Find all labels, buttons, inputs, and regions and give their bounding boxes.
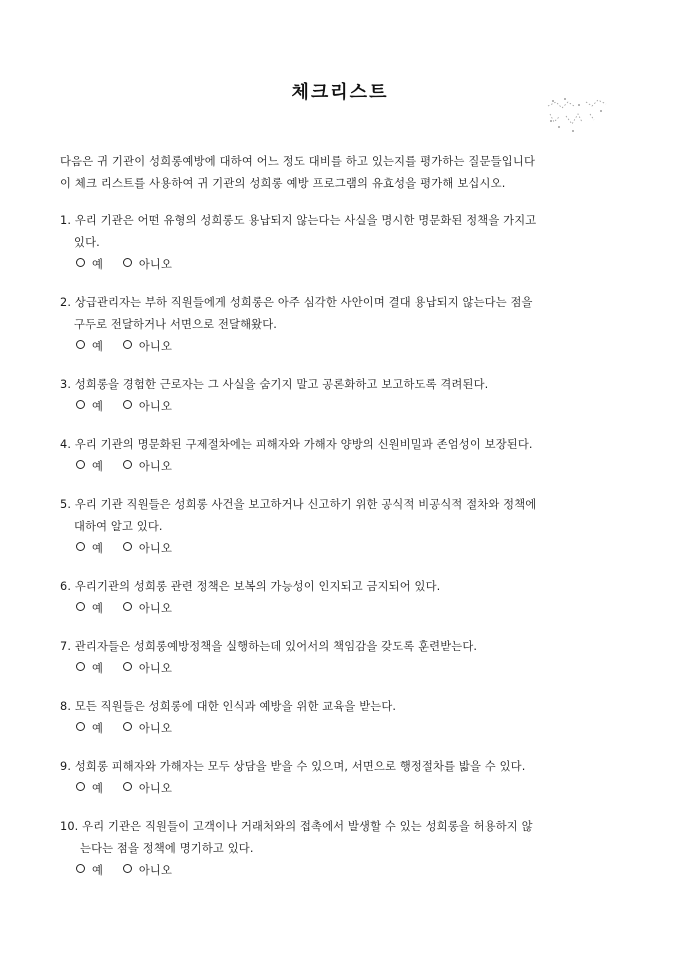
radio-circle-icon xyxy=(76,662,85,671)
question-6 xyxy=(60,576,640,620)
option-label: 예 xyxy=(92,400,104,413)
radio-circle-icon xyxy=(123,782,132,791)
option-label: 아니오 xyxy=(138,542,173,555)
radio-circle-icon xyxy=(76,400,85,409)
option-label: 아니오 xyxy=(138,722,173,735)
radio-circle-icon xyxy=(76,542,85,551)
option-no[interactable] xyxy=(123,860,172,882)
radio-circle-icon xyxy=(76,602,85,611)
option-label: 예 xyxy=(92,662,104,675)
question-1 xyxy=(60,210,640,276)
question-text: 3. 성희롱을 경험한 근로자는 그 사실을 숨기지 말고 공론화하고 보고하도록 격려된다. xyxy=(60,378,489,391)
option-yes[interactable] xyxy=(76,658,103,680)
question-text: 5. 우리 기관 직원들은 성희롱 사건을 보고하거나 신고하기 위한 공식적 비공식적 절차와 정책에 xyxy=(60,498,537,511)
option-no[interactable] xyxy=(123,336,172,358)
option-label: 예 xyxy=(92,722,104,735)
answer-options xyxy=(60,254,640,276)
intro-line: 다음은 귀 기관이 성희롱예방에 대하여 어느 정도 대비를 하고 있는지를 평가하는 질문들입니다 xyxy=(60,155,536,168)
question-2 xyxy=(60,292,640,358)
option-label: 예 xyxy=(92,602,104,615)
question-8 xyxy=(60,696,640,740)
question-10 xyxy=(60,816,640,882)
radio-circle-icon xyxy=(123,400,132,409)
option-yes[interactable] xyxy=(76,860,103,882)
radio-circle-icon xyxy=(76,340,85,349)
answer-options xyxy=(60,718,640,740)
option-yes[interactable] xyxy=(76,254,103,276)
radio-circle-icon xyxy=(76,722,85,731)
question-text: 10. 우리 기관은 직원들이 고객이나 거래처와의 접촉에서 발생할 수 있는 성희롱을 허용하지 않 xyxy=(60,820,533,833)
page-title: 체크리스트 xyxy=(291,82,389,103)
option-no[interactable] xyxy=(123,396,172,418)
question-4 xyxy=(60,434,640,478)
option-label: 예 xyxy=(92,258,104,271)
radio-circle-icon xyxy=(76,782,85,791)
question-5 xyxy=(60,494,640,560)
answer-options xyxy=(60,658,640,680)
option-no[interactable] xyxy=(123,658,172,680)
option-label: 아니오 xyxy=(138,258,173,271)
faint-stamp-mark xyxy=(542,92,612,136)
answer-options xyxy=(60,778,640,800)
answer-options xyxy=(60,538,640,560)
option-label: 예 xyxy=(92,542,104,555)
option-label: 아니오 xyxy=(138,340,173,353)
option-label: 예 xyxy=(92,460,104,473)
answer-options xyxy=(60,860,640,882)
question-text: 9. 성희롱 피해자와 가해자는 모두 상담을 받을 수 있으며, 서면으로 행정절차를 밟을 수 있다. xyxy=(60,760,526,773)
radio-circle-icon xyxy=(123,460,132,469)
radio-circle-icon xyxy=(123,864,132,873)
answer-options xyxy=(60,456,640,478)
intro-paragraph xyxy=(60,151,635,195)
option-yes[interactable] xyxy=(76,598,103,620)
option-no[interactable] xyxy=(123,456,172,478)
answer-options xyxy=(60,336,640,358)
option-label: 아니오 xyxy=(138,662,173,675)
radio-circle-icon xyxy=(123,602,132,611)
option-label: 아니오 xyxy=(138,400,173,413)
option-yes[interactable] xyxy=(76,538,103,560)
radio-circle-icon xyxy=(123,662,132,671)
option-yes[interactable] xyxy=(76,396,103,418)
radio-circle-icon xyxy=(76,864,85,873)
question-text: 2. 상급관리자는 부하 직원들에게 성희롱은 아주 심각한 사안이며 결대 용납되지 않는다는 점을 xyxy=(60,296,533,309)
option-label: 아니오 xyxy=(138,864,173,877)
question-text: 대하여 알고 있다. xyxy=(74,520,163,533)
option-label: 예 xyxy=(92,864,104,877)
option-no[interactable] xyxy=(123,538,172,560)
question-text: 있다. xyxy=(74,236,100,249)
radio-circle-icon xyxy=(76,460,85,469)
question-text: 7. 관리자들은 성희롱예방정책을 실행하는데 있어서의 책임감을 갖도록 훈련받는다. xyxy=(60,640,478,653)
radio-circle-icon xyxy=(123,340,132,349)
radio-circle-icon xyxy=(76,258,85,267)
question-text: 1. 우리 기관은 어떤 유형의 성희롱도 용납되지 않는다는 사실을 명시한 명문화된 정책을 가지고 xyxy=(60,214,537,227)
question-3 xyxy=(60,374,640,418)
option-no[interactable] xyxy=(123,254,172,276)
question-9 xyxy=(60,756,640,800)
question-text: 는다는 점을 정책에 명기하고 있다. xyxy=(80,842,254,855)
option-label: 아니오 xyxy=(138,782,173,795)
radio-circle-icon xyxy=(123,258,132,267)
option-yes[interactable] xyxy=(76,336,103,358)
question-text: 4. 우리 기관의 명문화된 구제절차에는 피해자와 가해자 양방의 신원비밀과 존엄성이 보장된다. xyxy=(60,438,533,451)
option-no[interactable] xyxy=(123,598,172,620)
question-text: 구두로 전달하거나 서면으로 전달해왔다. xyxy=(74,318,278,331)
option-label: 아니오 xyxy=(138,460,173,473)
option-yes[interactable] xyxy=(76,718,103,740)
intro-line: 이 체크 리스트를 사용하여 귀 기관의 성희롱 예방 프로그램의 유효성을 평가해 보십시오. xyxy=(60,177,506,190)
option-yes[interactable] xyxy=(76,456,103,478)
answer-options xyxy=(60,598,640,620)
answer-options xyxy=(60,396,640,418)
question-text: 8. 모든 직원들은 성희롱에 대한 인식과 예방을 위한 교육을 받는다. xyxy=(60,700,397,713)
option-label: 예 xyxy=(92,782,104,795)
option-yes[interactable] xyxy=(76,778,103,800)
option-no[interactable] xyxy=(123,718,172,740)
option-no[interactable] xyxy=(123,778,172,800)
option-label: 아니오 xyxy=(138,602,173,615)
option-label: 예 xyxy=(92,340,104,353)
question-text: 6. 우리기관의 성희롱 관련 정책은 보복의 가능성이 인지되고 금지되어 있다. xyxy=(60,580,441,593)
radio-circle-icon xyxy=(123,722,132,731)
radio-circle-icon xyxy=(123,542,132,551)
question-7 xyxy=(60,636,640,680)
